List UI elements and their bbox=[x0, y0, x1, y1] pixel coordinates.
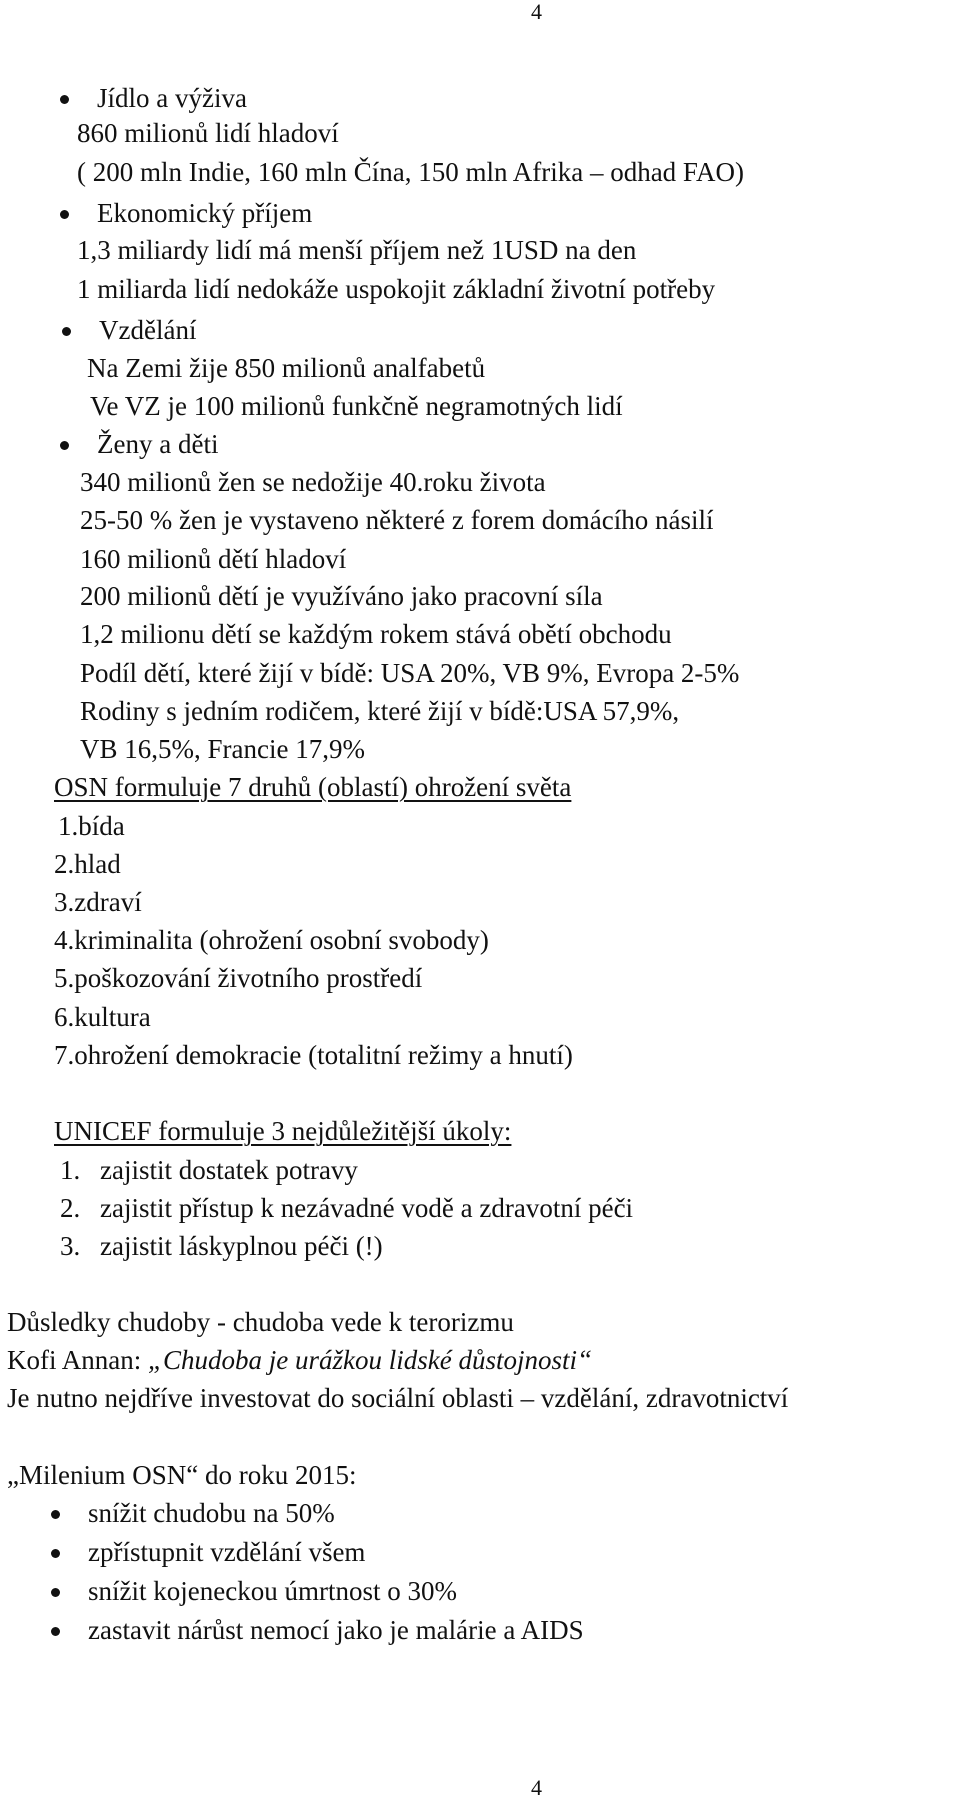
osn-item-7: 7.ohrožení demokracie (totalitní režimy a hnutí) bbox=[54, 1040, 573, 1070]
millennium-item-2: zpřístupnit vzdělání všem bbox=[88, 1537, 366, 1567]
unicef-item-1-text: zajistit dostatek potravy bbox=[100, 1155, 358, 1185]
unicef-item-2-text: zajistit přístup k nezávadné vodě a zdravotní péči bbox=[100, 1193, 634, 1223]
unicef-item-3-text: zajistit láskyplnou péči (!) bbox=[100, 1231, 383, 1261]
food-line-1: 860 milionů lidí hladoví bbox=[77, 118, 339, 148]
millennium-item-3: snížit kojeneckou úmrtnost o 30% bbox=[88, 1576, 457, 1606]
women-line-7: Rodiny s jedním rodičem, které žijí v bídě:USA 57,9%, bbox=[80, 696, 680, 726]
women-line-6: Podíl dětí, které žijí v bídě: USA 20%, VB 9%, Evropa 2-5% bbox=[80, 658, 740, 688]
women-line-1: 340 milionů žen se nedožije 40.roku života bbox=[80, 467, 546, 497]
unicef-item-1-number: 1. bbox=[60, 1155, 81, 1185]
osn-item-2: 2.hlad bbox=[54, 849, 121, 879]
osn-item-4: 4.kriminalita (ohrožení osobní svobody) bbox=[54, 925, 489, 955]
millennium-item-4: zastavit nárůst nemocí jako je malárie a AIDS bbox=[88, 1615, 584, 1645]
women-line-8: VB 16,5%, Francie 17,9% bbox=[80, 734, 365, 764]
income-line-2: 1 miliarda lidí nedokáže uspokojit základní životní potřeby bbox=[77, 274, 716, 304]
unicef-item-3-number: 3. bbox=[60, 1231, 81, 1261]
millennium-heading: „Milenium OSN“ do roku 2015: bbox=[7, 1460, 357, 1490]
unicef-item-1 bbox=[60, 1154, 358, 1186]
consequences-line-3: Je nutno nejdříve investovat do sociální oblasti – vzdělání, zdravotnictví bbox=[7, 1383, 789, 1413]
income-line-1: 1,3 miliardy lidí má menší příjem než 1USD na den bbox=[77, 235, 637, 265]
women-line-5: 1,2 milionu dětí se každým rokem stává obětí obchodu bbox=[80, 619, 672, 649]
women-line-3: 160 milionů dětí hladoví bbox=[80, 544, 347, 574]
page-number-top: 4 bbox=[531, 0, 542, 24]
education-line-2: Ve VZ je 100 milionů funkčně negramotných lidí bbox=[90, 391, 623, 421]
bullet-women-heading: Ženy a děti bbox=[97, 429, 219, 459]
bullet-food-heading: Jídlo a výživa bbox=[97, 83, 247, 113]
education-line-1: Na Zemi žije 850 milionů analfabetů bbox=[87, 353, 486, 383]
food-line-2: ( 200 mln Indie, 160 mln Čína, 150 mln Afrika – odhad FAO) bbox=[77, 157, 744, 187]
page-number-bottom: 4 bbox=[531, 1775, 542, 1800]
quote-label: Kofi Annan: bbox=[7, 1345, 148, 1375]
consequences-quote-line bbox=[7, 1344, 592, 1376]
unicef-item-2 bbox=[60, 1192, 633, 1224]
osn-item-5: 5.poškozování životního prostředí bbox=[54, 963, 423, 993]
annan-quote: „Chudoba je urážkou lidské důstojnosti“ bbox=[148, 1345, 593, 1375]
women-line-2: 25-50 % žen je vystaveno některé z forem domácího násilí bbox=[80, 505, 714, 535]
osn-heading: OSN formuluje 7 druhů (oblastí) ohrožení světa bbox=[54, 772, 572, 802]
bullet-income-heading: Ekonomický příjem bbox=[97, 198, 313, 228]
millennium-item-1: snížit chudobu na 50% bbox=[88, 1498, 335, 1528]
women-line-4: 200 milionů dětí je využíváno jako pracovní síla bbox=[80, 581, 603, 611]
osn-item-6: 6.kultura bbox=[54, 1002, 151, 1032]
osn-item-3: 3.zdraví bbox=[54, 887, 142, 917]
unicef-heading: UNICEF formuluje 3 nejdůležitější úkoly: bbox=[54, 1116, 512, 1146]
unicef-item-3 bbox=[60, 1230, 383, 1262]
bullet-education-heading: Vzdělání bbox=[99, 315, 197, 345]
unicef-item-2-number: 2. bbox=[60, 1193, 81, 1223]
consequences-line-1: Důsledky chudoby - chudoba vede k terorizmu bbox=[7, 1307, 514, 1337]
osn-item-1: 1.bída bbox=[58, 811, 125, 841]
